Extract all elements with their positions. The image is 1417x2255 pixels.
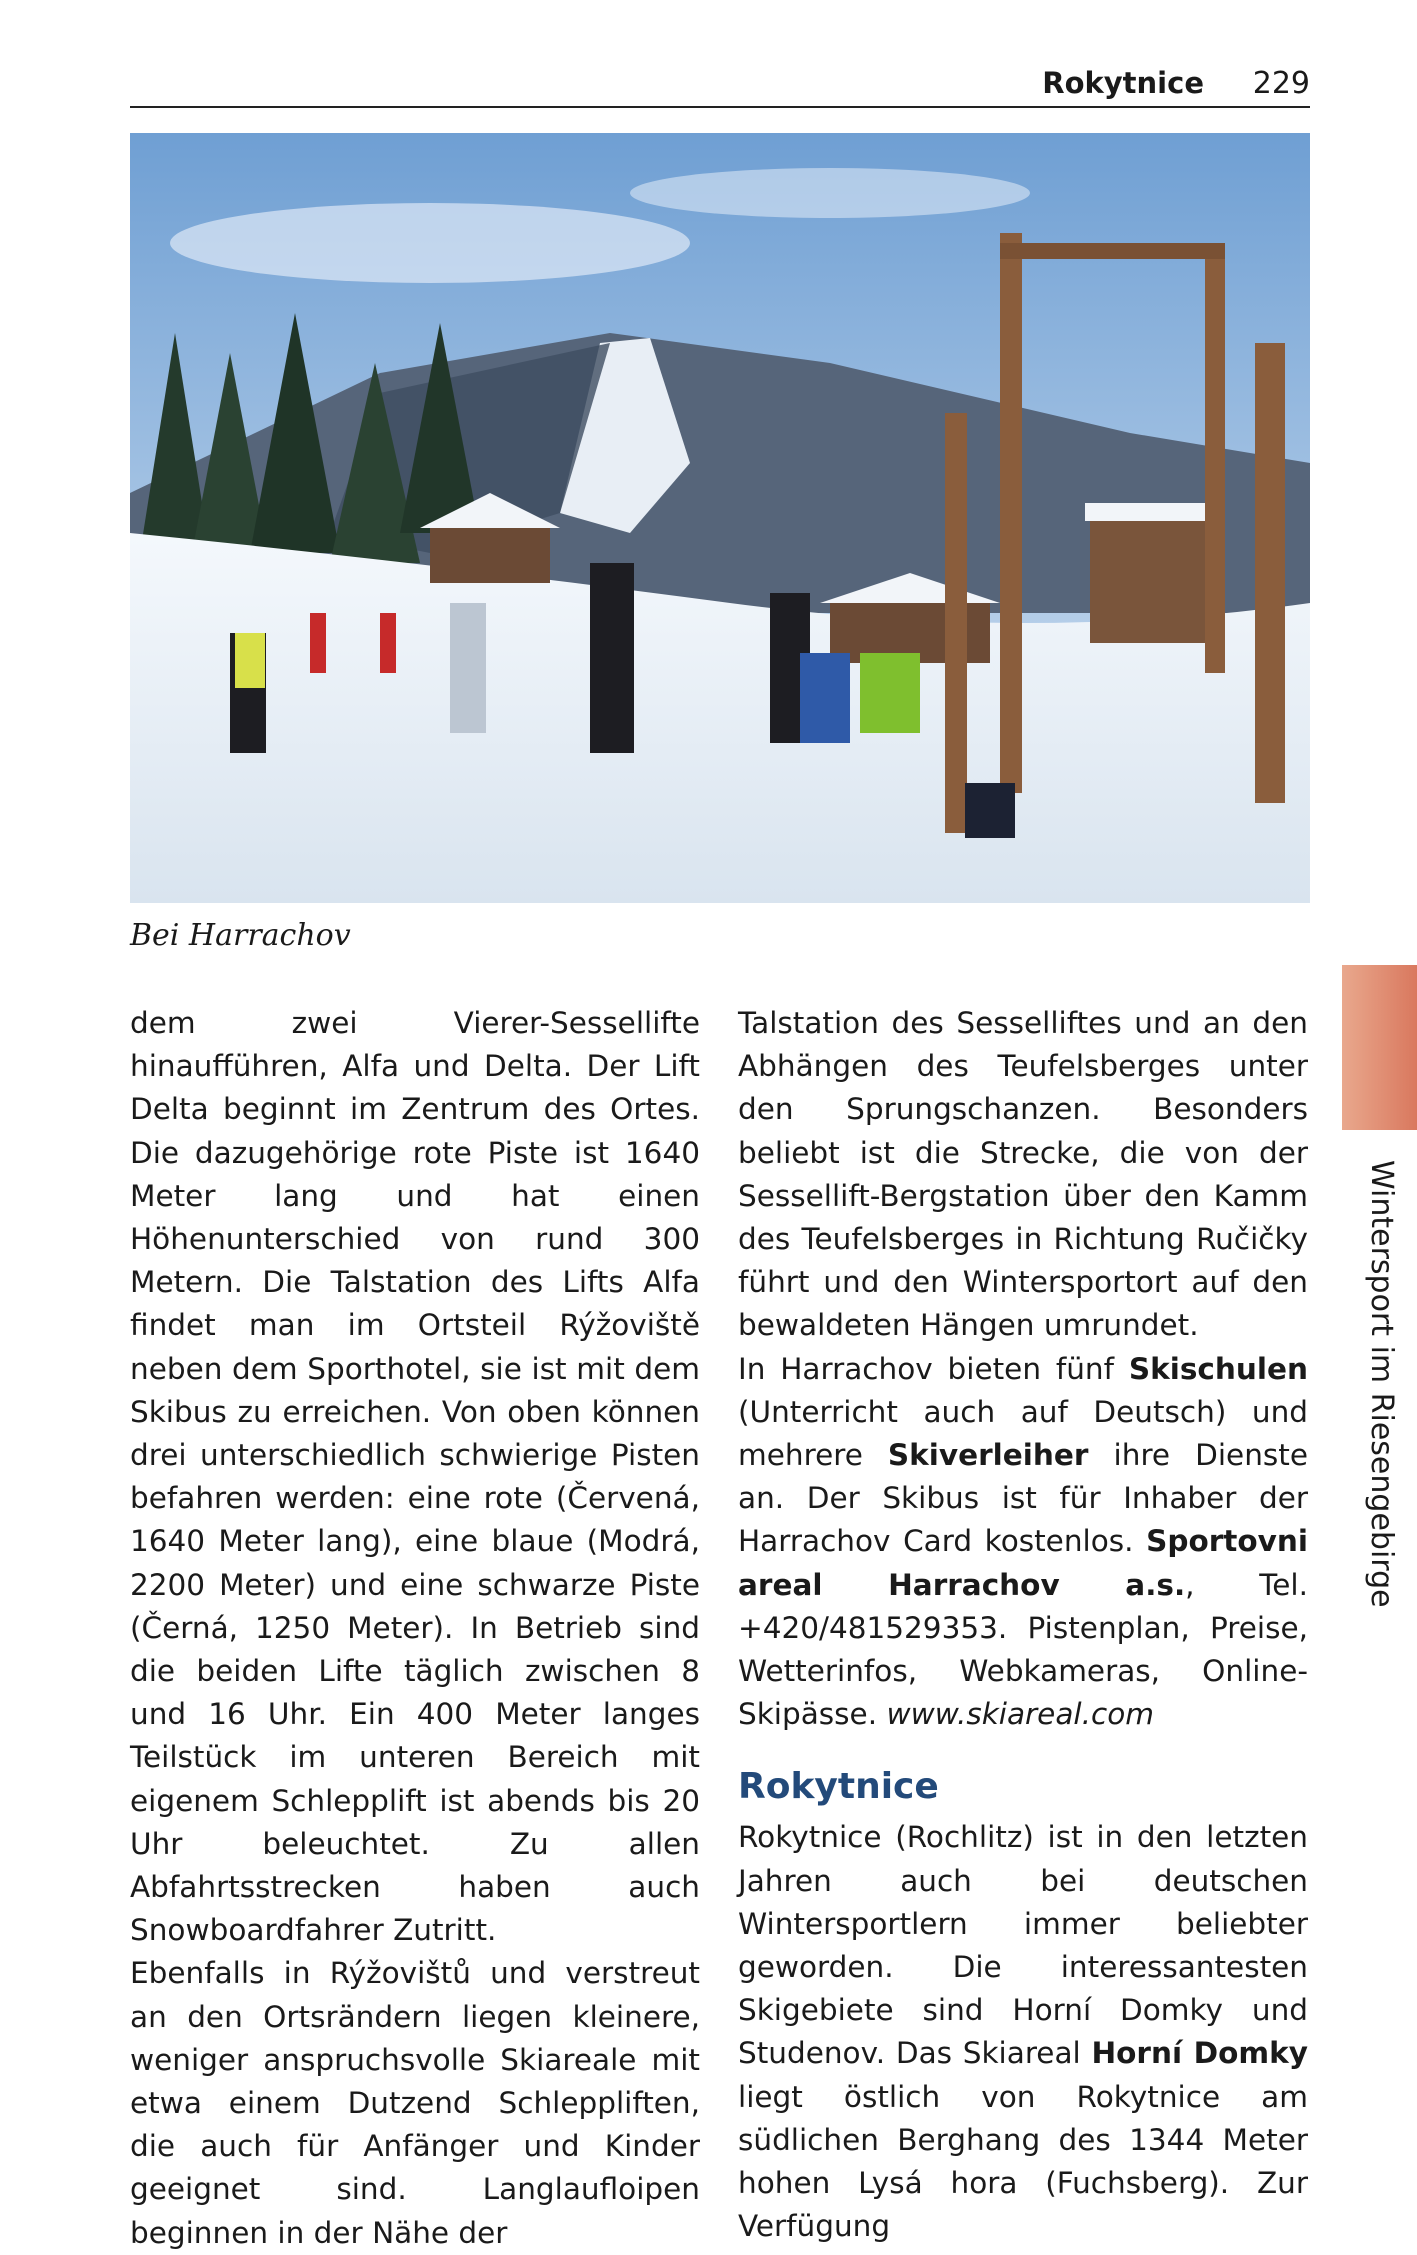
bold-term: Horní Domky <box>1091 2036 1308 2071</box>
text-run: liegt östlich von Rokytnice am südlichen Berghang des 1344 Meter hohen Lysá hora (Fuchsberg). Zur Verfügung <box>738 2079 1308 2244</box>
text-run: ihre Dienste an. Der Skibus ist für Inhaber der Harrachov Card kostenlos. <box>738 1438 1308 1559</box>
paragraph <box>738 1348 1308 1737</box>
chapter-side-label: Wintersport im Riesengebirge <box>1364 1160 1399 1608</box>
bold-term: Sportovni areal Harrachov a.s. <box>738 1524 1308 1602</box>
text-run: In Harrachov bieten fünf <box>738 1351 1129 1386</box>
paragraph <box>738 1816 1308 2248</box>
running-header <box>130 60 1310 108</box>
text-run: , Tel. +420/481529353. Pistenplan, Preise, Wetterinfos, Webkameras, Online-Skipässe. <box>738 1567 1308 1732</box>
left-column <box>130 1002 700 2255</box>
section-heading: Rokytnice <box>738 1766 939 1808</box>
page-number: 229 <box>1252 66 1310 101</box>
website-link[interactable]: www.skiareal.com <box>886 1697 1154 1732</box>
text-run: (Unterricht auch auf Deutsch) und mehrere <box>738 1394 1308 1473</box>
chapter-tab <box>1342 965 1417 1130</box>
bold-term: Skiverleiher <box>887 1438 1089 1473</box>
photo-caption: Bei Harrachov <box>130 918 351 953</box>
bold-term: Skischulen <box>1128 1351 1308 1386</box>
paragraph: Talstation des Sesselliftes und an den Abhängen des Teufelsberges unter den Sprungschanzen. Besonders beliebt ist die Strecke, die von der Sessellift-Bergstation über den Kamm des Teufelsberges in Richtung Ručičky führt und den Wintersportort auf den bewaldeten Hängen umrundet. <box>738 1006 1308 1343</box>
section-title: Rokytnice <box>1042 66 1204 100</box>
text-run: Rokytnice (Rochlitz) ist in den letzten Jahren auch bei deutschen Wintersportlern immer beliebter geworden. Die interessantesten Skigebiete sind Horní Domky und Studenov. Das Skiareal <box>738 1820 1308 2071</box>
paragraph: Ebenfalls in Rýžovištů und verstreut an den Ortsrändern liegen kleinere, weniger anspruchsvolle Skiareale mit etwa einem Dutzend Schleppliften, die auch für Anfänger und Kinder geeignet sind. Langlaufloipen beginnen in der Nähe der <box>130 1956 700 2250</box>
winter-photo <box>130 133 1310 903</box>
paragraph: dem zwei Vierer-Sessellifte hinaufführen, Alfa und Delta. Der Lift Delta beginnt im Zentrum des Ortes. Die dazugehörige rote Piste ist 1640 Meter lang und hat einen Höhenunterschied von rund 300 Metern. Die Talstation des Lifts Alfa findet man im Ortsteil Rýžoviště neben dem Sporthotel, sie ist mit dem Skibus zu erreichen. Von oben können drei unterschiedlich schwierige Pisten befahren werden: eine rote (Červená, 1640 Meter lang), eine blaue (Modrá, 2200 Meter) und eine schwarze Piste (Černá, 1250 Meter). In Betrieb sind die beiden Lifte täglich zwischen 8 und 16 Uhr. Ein 400 Meter langes Teilstück im unteren Bereich mit eigenem Schlepplift ist abends bis 20 Uhr beleuchtet. Zu allen Abfahrtsstrecken haben auch Snowboardfahrer Zutritt. <box>130 1006 700 1948</box>
right-column <box>738 1002 1308 2248</box>
